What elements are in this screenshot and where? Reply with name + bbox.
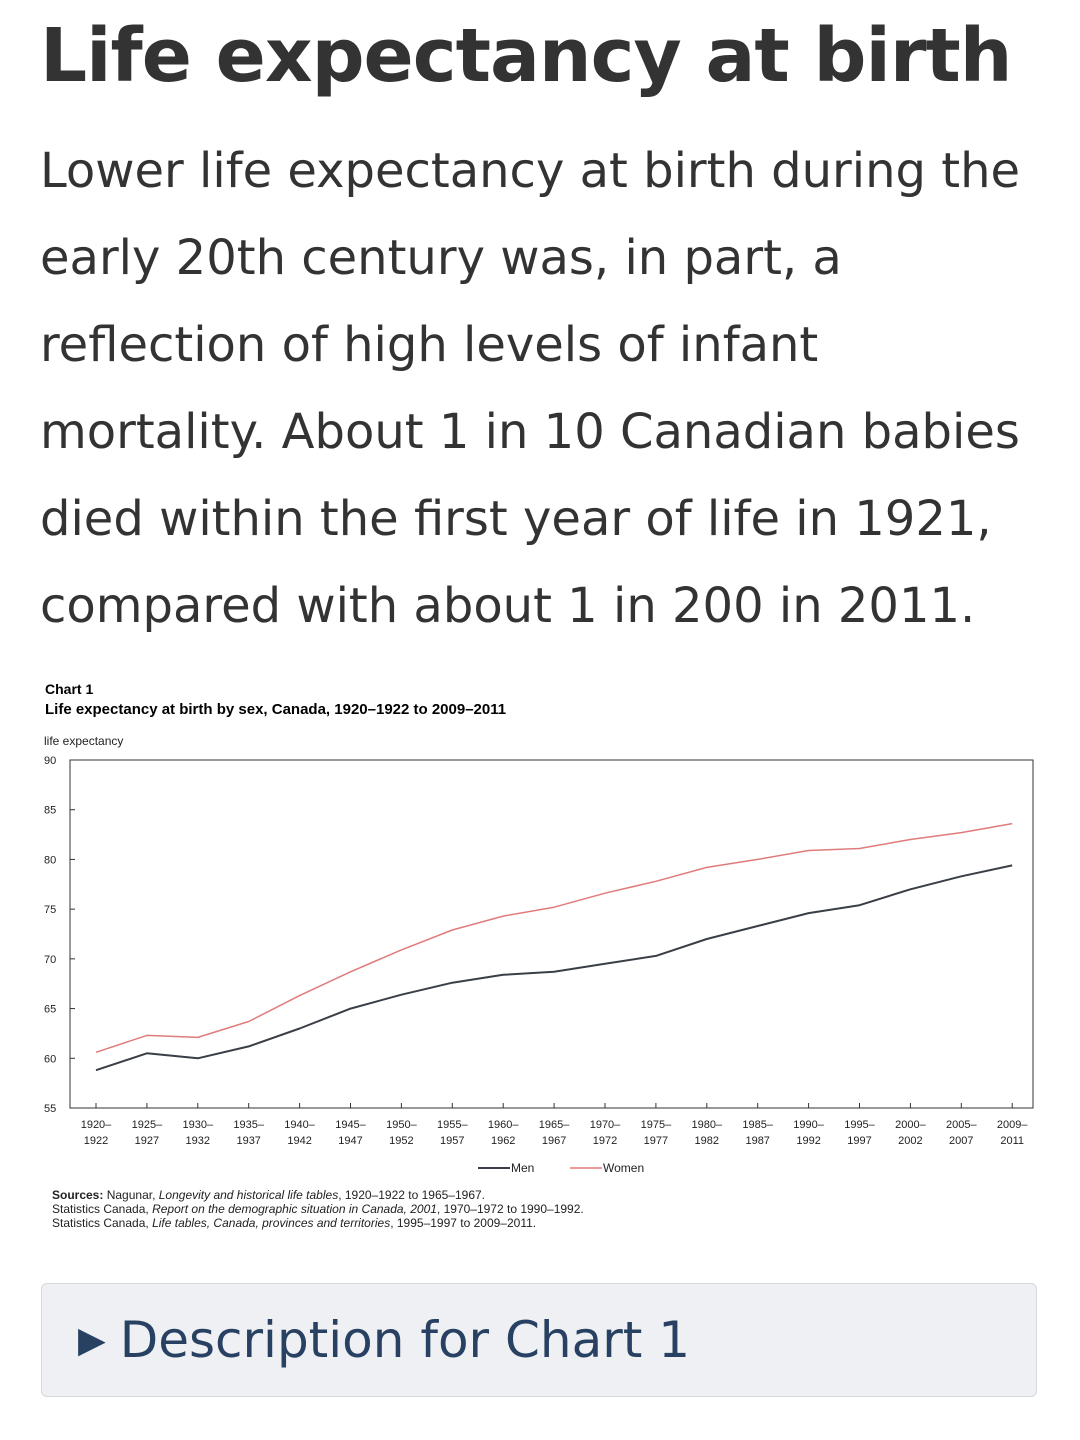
- x-tick-label-start: 1930–: [182, 1119, 214, 1131]
- y-axis-label: life expectancy: [44, 734, 124, 748]
- source-2-author: Statistics Canada,: [52, 1202, 153, 1216]
- x-tick-label-end: 1937: [236, 1135, 261, 1147]
- source-2-title: Report on the demographic situation in Canada, 2001: [152, 1202, 437, 1216]
- x-tick-label-start: 1985–: [742, 1119, 773, 1131]
- legend-label-men: Men: [511, 1161, 535, 1175]
- page-heading: Life expectancy at birth: [40, 13, 1012, 99]
- x-tick-label-start: 1965–: [538, 1119, 570, 1131]
- x-tick-label-end: 1997: [847, 1135, 872, 1147]
- x-tick-label-end: 1992: [796, 1135, 821, 1147]
- x-tick-label-end: 1987: [745, 1135, 770, 1147]
- description-label: Description for Chart 1: [119, 1311, 691, 1369]
- x-tick-label-end: 1957: [440, 1135, 465, 1147]
- chart-sources: [52, 1188, 584, 1230]
- source-3-title: Life tables, Canada, provinces and territories: [152, 1216, 391, 1230]
- legend: [478, 1161, 644, 1175]
- x-tick-label-start: 2000–: [895, 1119, 926, 1131]
- legend-label-women: Women: [603, 1161, 645, 1175]
- x-tick-label-start: 1970–: [589, 1119, 621, 1131]
- source-1-author: Nagunar,: [106, 1188, 159, 1202]
- chart-label: Chart 1: [45, 681, 94, 697]
- x-tick-label-start: 1950–: [386, 1119, 417, 1131]
- y-tick-label: 85: [44, 804, 57, 817]
- x-tick-label-end: 1932: [185, 1135, 211, 1147]
- life-expectancy-chart: [30, 672, 1050, 1252]
- y-tick-label: 75: [44, 904, 57, 917]
- x-tick-label-end: 1977: [643, 1135, 669, 1147]
- x-tick-label-start: 1945–: [335, 1119, 366, 1131]
- x-tick-label-end: 1922: [83, 1135, 109, 1147]
- x-tick-label-end: 1947: [338, 1135, 363, 1147]
- x-tick-label-start: 1925–: [131, 1119, 163, 1131]
- source-1-title: Longevity and historical life tables: [158, 1188, 339, 1202]
- source-3-author: Statistics Canada,: [52, 1216, 153, 1230]
- x-tick-label-end: 2011: [1000, 1135, 1025, 1147]
- x-tick-label-end: 2002: [898, 1135, 923, 1147]
- x-tick-label-end: 1962: [490, 1135, 516, 1147]
- x-tick-label-end: 1927: [134, 1135, 160, 1147]
- plot-area: [70, 760, 1033, 1108]
- x-tick-label-start: 1935–: [233, 1119, 264, 1131]
- y-tick-label: 55: [44, 1103, 57, 1115]
- x-tick-label-start: 2005–: [946, 1119, 977, 1131]
- x-tick-label-end: 1942: [287, 1135, 312, 1147]
- expand-triangle-icon: ▶: [78, 1319, 106, 1361]
- x-tick-label-start: 1940–: [284, 1119, 315, 1131]
- intro-paragraph: Lower life expectancy at birth during the early 20th century was, in part, a reflection of high levels of infant mortality. About 1 in 10 Canadian babies died within the first year of life in 1921, compared with about 1 in 200 in 2011.: [40, 143, 1021, 634]
- y-tick-label: 70: [44, 953, 57, 966]
- y-tick-label: 90: [44, 755, 57, 767]
- sources-label: Sources:: [52, 1188, 104, 1202]
- x-tick-label-end: 1952: [389, 1135, 414, 1147]
- x-tick-label-end: 1972: [592, 1135, 618, 1147]
- x-tick-label-end: 1982: [694, 1135, 720, 1147]
- sources-line-1: [52, 1188, 584, 1202]
- source-3-range: , 1995–1997 to 2009–2011.: [390, 1216, 537, 1230]
- sources-line-2: [52, 1202, 584, 1216]
- y-tick-label: 65: [44, 1003, 57, 1016]
- description-toggle-button[interactable]: [41, 1283, 1037, 1397]
- sources-line-3: [52, 1216, 584, 1230]
- x-tick-label-start: 1975–: [640, 1119, 672, 1131]
- x-tick-label-start: 1995–: [844, 1119, 875, 1131]
- source-1-range: , 1920–1922 to 1965–1967.: [338, 1188, 485, 1202]
- x-axis: [81, 1103, 1029, 1147]
- chart-container: [30, 672, 1050, 1252]
- chart-title: Life expectancy at birth by sex, Canada, 1920–1922 to 2009–2011: [45, 701, 507, 718]
- x-tick-label-start: 1960–: [487, 1119, 519, 1131]
- x-tick-label-end: 1967: [541, 1135, 567, 1147]
- x-tick-label-end: 2007: [949, 1135, 974, 1147]
- x-tick-label-start: 1990–: [793, 1119, 824, 1131]
- source-2-range: , 1970–1972 to 1990–1992.: [436, 1202, 584, 1216]
- x-tick-label-start: 1955–: [437, 1119, 468, 1131]
- y-tick-label: 60: [44, 1053, 57, 1066]
- x-tick-label-start: 2009–: [996, 1119, 1028, 1131]
- y-tick-label: 80: [44, 854, 57, 867]
- x-tick-label-start: 1920–: [80, 1119, 112, 1131]
- x-tick-label-start: 1980–: [691, 1119, 723, 1131]
